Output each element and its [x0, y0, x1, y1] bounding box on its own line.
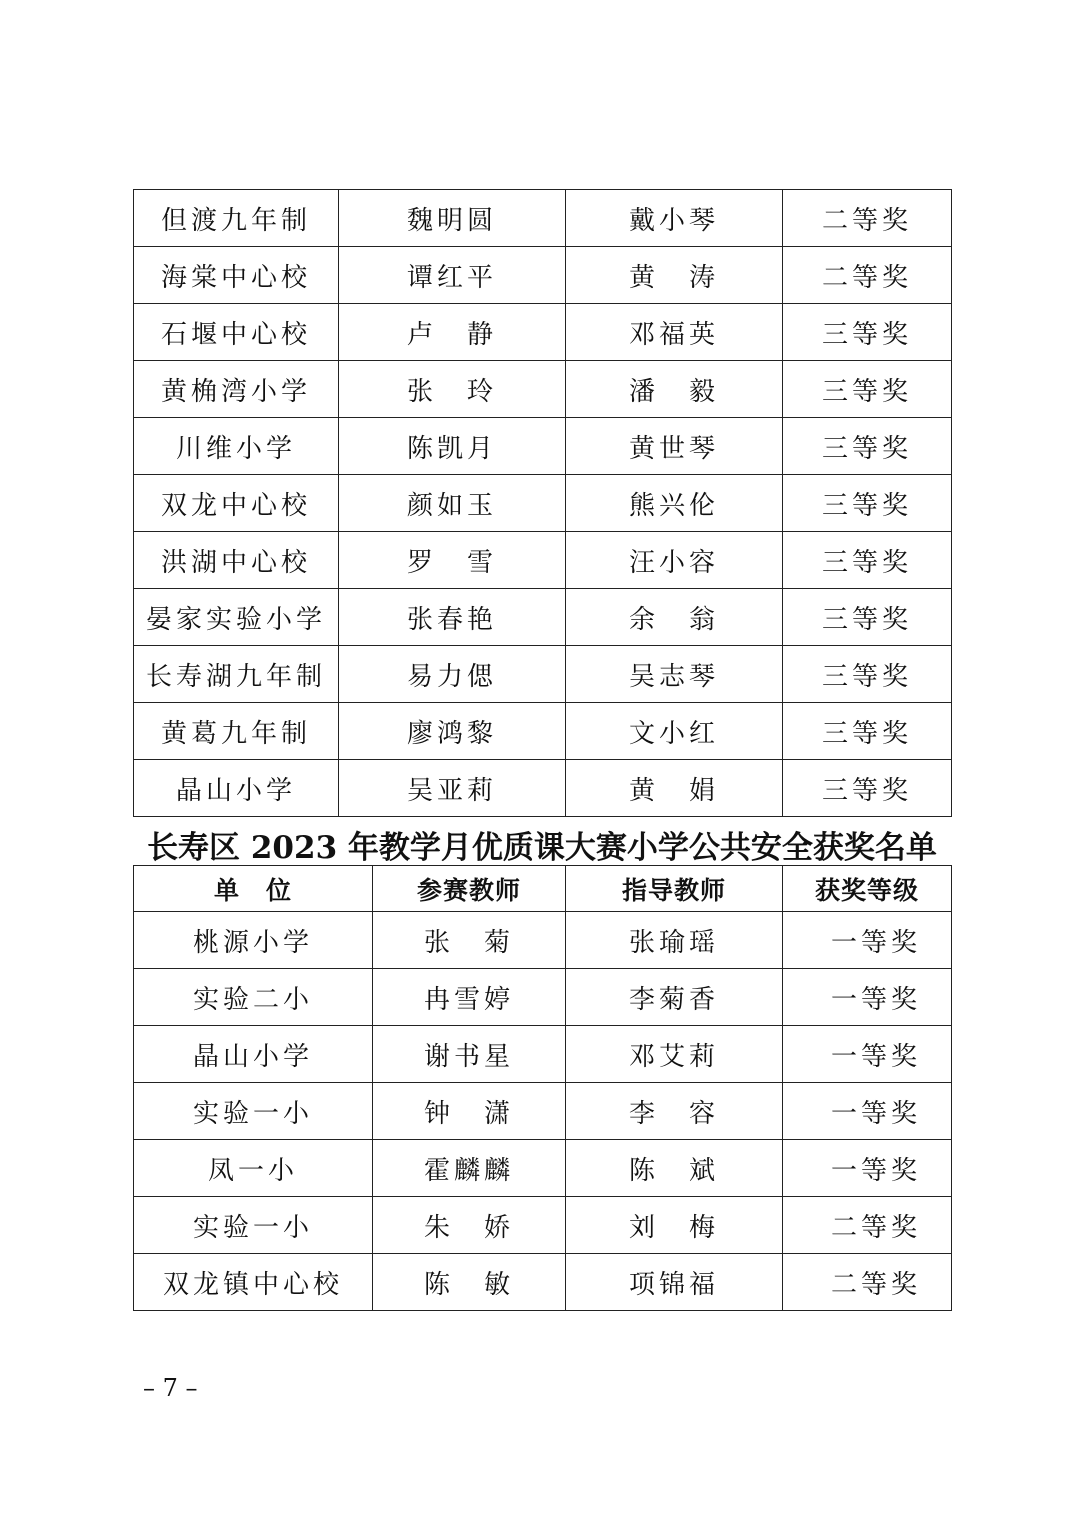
header-unit: 单 位	[134, 866, 373, 912]
table-row	[134, 912, 952, 969]
cell-participant: 谭红平	[339, 247, 566, 304]
cell-instructor: 陈 斌	[566, 1140, 783, 1197]
cell-participant: 张 玲	[339, 361, 566, 418]
cell-award-level: 二等奖	[783, 1197, 952, 1254]
table-row	[134, 969, 952, 1026]
cell-instructor: 熊兴伦	[566, 475, 783, 532]
table-row	[134, 475, 952, 532]
cell-participant: 张春艳	[339, 589, 566, 646]
cell-award-level: 一等奖	[783, 969, 952, 1026]
cell-award-level: 三等奖	[783, 532, 952, 589]
table-row	[134, 1083, 952, 1140]
cell-participant: 廖鸿黎	[339, 703, 566, 760]
cell-instructor: 黄 涛	[566, 247, 783, 304]
cell-instructor: 刘 梅	[566, 1197, 783, 1254]
cell-award-level: 三等奖	[783, 304, 952, 361]
table-row	[134, 418, 952, 475]
cell-unit: 黄桷湾小学	[134, 361, 339, 418]
cell-award-level: 二等奖	[783, 1254, 952, 1311]
cell-instructor: 邓艾莉	[566, 1026, 783, 1083]
cell-instructor: 项锦福	[566, 1254, 783, 1311]
cell-award-level: 三等奖	[783, 475, 952, 532]
cell-instructor: 吴志琴	[566, 646, 783, 703]
table-row	[134, 760, 952, 817]
cell-award-level: 三等奖	[783, 703, 952, 760]
cell-unit: 石堰中心校	[134, 304, 339, 361]
cell-unit: 实验一小	[134, 1197, 373, 1254]
header-participant: 参赛教师	[373, 866, 566, 912]
table-row	[134, 589, 952, 646]
cell-participant: 颜如玉	[339, 475, 566, 532]
cell-instructor: 李 容	[566, 1083, 783, 1140]
cell-instructor: 邓福英	[566, 304, 783, 361]
cell-unit: 但渡九年制	[134, 190, 339, 247]
cell-unit: 晏家实验小学	[134, 589, 339, 646]
table-header-row	[134, 866, 952, 912]
cell-instructor: 汪小容	[566, 532, 783, 589]
cell-instructor: 戴小琴	[566, 190, 783, 247]
cell-participant: 罗 雪	[339, 532, 566, 589]
table-row	[134, 304, 952, 361]
award-table-continued	[133, 189, 952, 817]
cell-participant: 易力偲	[339, 646, 566, 703]
cell-unit: 桃源小学	[134, 912, 373, 969]
cell-award-level: 二等奖	[783, 190, 952, 247]
cell-award-level: 二等奖	[783, 247, 952, 304]
cell-participant: 陈凯月	[339, 418, 566, 475]
cell-instructor: 文小红	[566, 703, 783, 760]
cell-participant: 吴亚莉	[339, 760, 566, 817]
cell-award-level: 三等奖	[783, 589, 952, 646]
cell-participant: 朱 娇	[373, 1197, 566, 1254]
cell-award-level: 三等奖	[783, 646, 952, 703]
cell-unit: 实验一小	[134, 1083, 373, 1140]
header-instructor: 指导教师	[566, 866, 783, 912]
header-award-level: 获奖等级	[783, 866, 952, 912]
table-row	[134, 1254, 952, 1311]
cell-instructor: 黄 娟	[566, 760, 783, 817]
cell-instructor: 潘 毅	[566, 361, 783, 418]
cell-award-level: 三等奖	[783, 361, 952, 418]
cell-participant: 钟 潇	[373, 1083, 566, 1140]
cell-award-level: 三等奖	[783, 418, 952, 475]
table-row	[134, 703, 952, 760]
cell-participant: 霍麟麟	[373, 1140, 566, 1197]
public-safety-award-table	[133, 865, 952, 1311]
cell-unit: 海棠中心校	[134, 247, 339, 304]
cell-participant: 魏明圆	[339, 190, 566, 247]
table-row	[134, 247, 952, 304]
cell-unit: 晶山小学	[134, 1026, 373, 1083]
cell-instructor: 张瑜瑶	[566, 912, 783, 969]
cell-participant: 陈 敏	[373, 1254, 566, 1311]
page-number: – 7 –	[143, 1374, 198, 1402]
cell-award-level: 三等奖	[783, 760, 952, 817]
cell-instructor: 黄世琴	[566, 418, 783, 475]
table-row	[134, 361, 952, 418]
cell-participant: 谢书星	[373, 1026, 566, 1083]
cell-participant: 冉雪婷	[373, 969, 566, 1026]
cell-award-level: 一等奖	[783, 1140, 952, 1197]
cell-award-level: 一等奖	[783, 1026, 952, 1083]
table-row	[134, 532, 952, 589]
cell-unit: 黄葛九年制	[134, 703, 339, 760]
cell-participant: 卢 静	[339, 304, 566, 361]
cell-unit: 双龙镇中心校	[134, 1254, 373, 1311]
table-row	[134, 646, 952, 703]
cell-participant: 张 菊	[373, 912, 566, 969]
cell-unit: 双龙中心校	[134, 475, 339, 532]
table-row	[134, 1140, 952, 1197]
cell-unit: 川维小学	[134, 418, 339, 475]
cell-unit: 凤一小	[134, 1140, 373, 1197]
section-title: 长寿区 2023 年教学月优质课大赛小学公共安全获奖名单	[147, 830, 937, 866]
table-row	[134, 190, 952, 247]
cell-unit: 晶山小学	[134, 760, 339, 817]
cell-unit: 洪湖中心校	[134, 532, 339, 589]
table-row	[134, 1026, 952, 1083]
cell-award-level: 一等奖	[783, 1083, 952, 1140]
cell-award-level: 一等奖	[783, 912, 952, 969]
cell-unit: 实验二小	[134, 969, 373, 1026]
cell-instructor: 余 翁	[566, 589, 783, 646]
cell-unit: 长寿湖九年制	[134, 646, 339, 703]
table-row	[134, 1197, 952, 1254]
cell-instructor: 李菊香	[566, 969, 783, 1026]
